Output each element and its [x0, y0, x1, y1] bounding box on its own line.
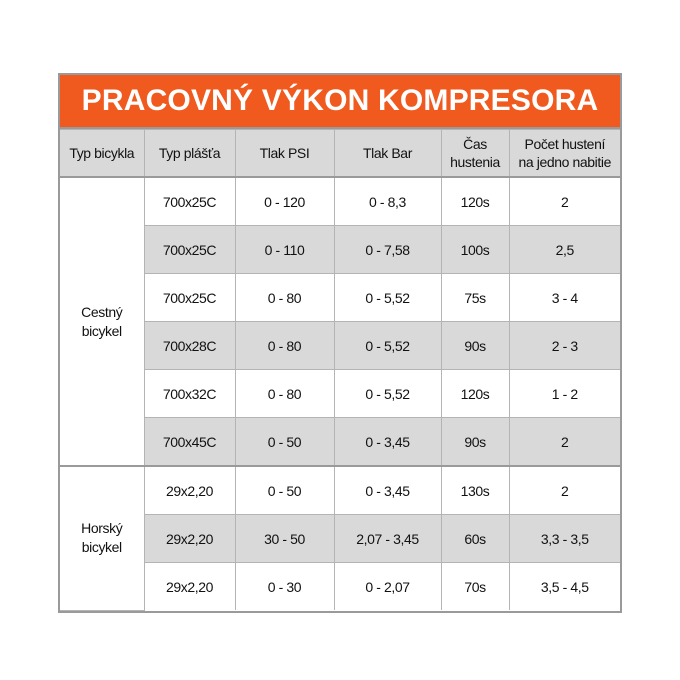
table-row — [60, 226, 620, 274]
header-inflation-count-line2: na jedno nabitie — [518, 154, 611, 170]
cell-inflation-count: 1 - 2 — [509, 370, 620, 418]
bike-category-label-line1: Horský — [81, 520, 123, 537]
cell-tire-type: 700x25C — [144, 177, 235, 226]
performance-table — [60, 129, 620, 611]
header-bar: Tlak Bar — [334, 130, 441, 178]
cell-inflation-time: 100s — [441, 226, 509, 274]
header-psi: Tlak PSI — [235, 130, 334, 178]
cell-inflation-time: 70s — [441, 563, 509, 611]
cell-bar: 0 - 8,3 — [334, 177, 441, 226]
bike-category-label-line2: bicykel — [81, 322, 122, 339]
header-tire-type: Typ plášťa — [144, 130, 235, 178]
bike-category-label-line2: bicykel — [81, 539, 122, 556]
cell-bar: 2,07 - 3,45 — [334, 515, 441, 563]
cell-inflation-time: 60s — [441, 515, 509, 563]
table-row — [60, 274, 620, 322]
cell-inflation-time: 90s — [441, 418, 509, 467]
cell-inflation-count: 3 - 4 — [509, 274, 620, 322]
bike-category-mountain — [60, 466, 144, 610]
cell-tire-type: 700x32C — [144, 370, 235, 418]
table-body — [60, 177, 620, 610]
cell-bar: 0 - 3,45 — [334, 418, 441, 467]
cell-psi: 0 - 80 — [235, 370, 334, 418]
table-row — [60, 466, 620, 515]
cell-psi: 0 - 50 — [235, 418, 334, 467]
cell-bar: 0 - 2,07 — [334, 563, 441, 611]
cell-psi: 0 - 50 — [235, 466, 334, 515]
table-row — [60, 322, 620, 370]
cell-bar: 0 - 3,45 — [334, 466, 441, 515]
cell-inflation-count: 3,5 - 4,5 — [509, 563, 620, 611]
header-inflation-count-line1: Počet hustení — [524, 136, 605, 152]
cell-psi: 0 - 110 — [235, 226, 334, 274]
cell-tire-type: 700x28C — [144, 322, 235, 370]
cell-tire-type: 700x45C — [144, 418, 235, 467]
cell-inflation-time: 75s — [441, 274, 509, 322]
cell-inflation-count: 2,5 — [509, 226, 620, 274]
header-row — [60, 130, 620, 178]
cell-bar: 0 - 7,58 — [334, 226, 441, 274]
header-inflation-time-line2: hustenia — [450, 154, 500, 170]
cell-inflation-count: 2 — [509, 466, 620, 515]
cell-tire-type: 29x2,20 — [144, 563, 235, 611]
bike-category-label-line1: Cestný — [81, 303, 123, 320]
cell-psi: 0 - 120 — [235, 177, 334, 226]
cell-inflation-time: 90s — [441, 322, 509, 370]
cell-psi: 0 - 80 — [235, 322, 334, 370]
cell-inflation-count: 3,3 - 3,5 — [509, 515, 620, 563]
cell-inflation-count: 2 — [509, 418, 620, 467]
cell-inflation-time: 120s — [441, 177, 509, 226]
cell-tire-type: 29x2,20 — [144, 466, 235, 515]
cell-bar: 0 - 5,52 — [334, 322, 441, 370]
cell-tire-type: 700x25C — [144, 274, 235, 322]
cell-psi: 0 - 80 — [235, 274, 334, 322]
header-bike-type: Typ bicykla — [60, 130, 144, 178]
cell-inflation-count: 2 - 3 — [509, 322, 620, 370]
table-row — [60, 418, 620, 467]
cell-bar: 0 - 5,52 — [334, 370, 441, 418]
cell-tire-type: 700x25C — [144, 226, 235, 274]
cell-inflation-time: 130s — [441, 466, 509, 515]
cell-inflation-count: 2 — [509, 177, 620, 226]
table-row — [60, 177, 620, 226]
cell-psi: 0 - 30 — [235, 563, 334, 611]
cell-psi: 30 - 50 — [235, 515, 334, 563]
table-title: PRACOVNÝ VÝKON KOMPRESORA — [60, 75, 620, 129]
cell-bar: 0 - 5,52 — [334, 274, 441, 322]
cell-inflation-time: 120s — [441, 370, 509, 418]
bike-category-road — [60, 177, 144, 466]
table-row — [60, 563, 620, 611]
table-row — [60, 370, 620, 418]
cell-tire-type: 29x2,20 — [144, 515, 235, 563]
performance-table-frame — [58, 73, 622, 613]
header-inflation-time — [441, 130, 509, 178]
header-inflation-count — [509, 130, 620, 178]
table-row — [60, 515, 620, 563]
header-inflation-time-line1: Čas — [463, 136, 487, 152]
